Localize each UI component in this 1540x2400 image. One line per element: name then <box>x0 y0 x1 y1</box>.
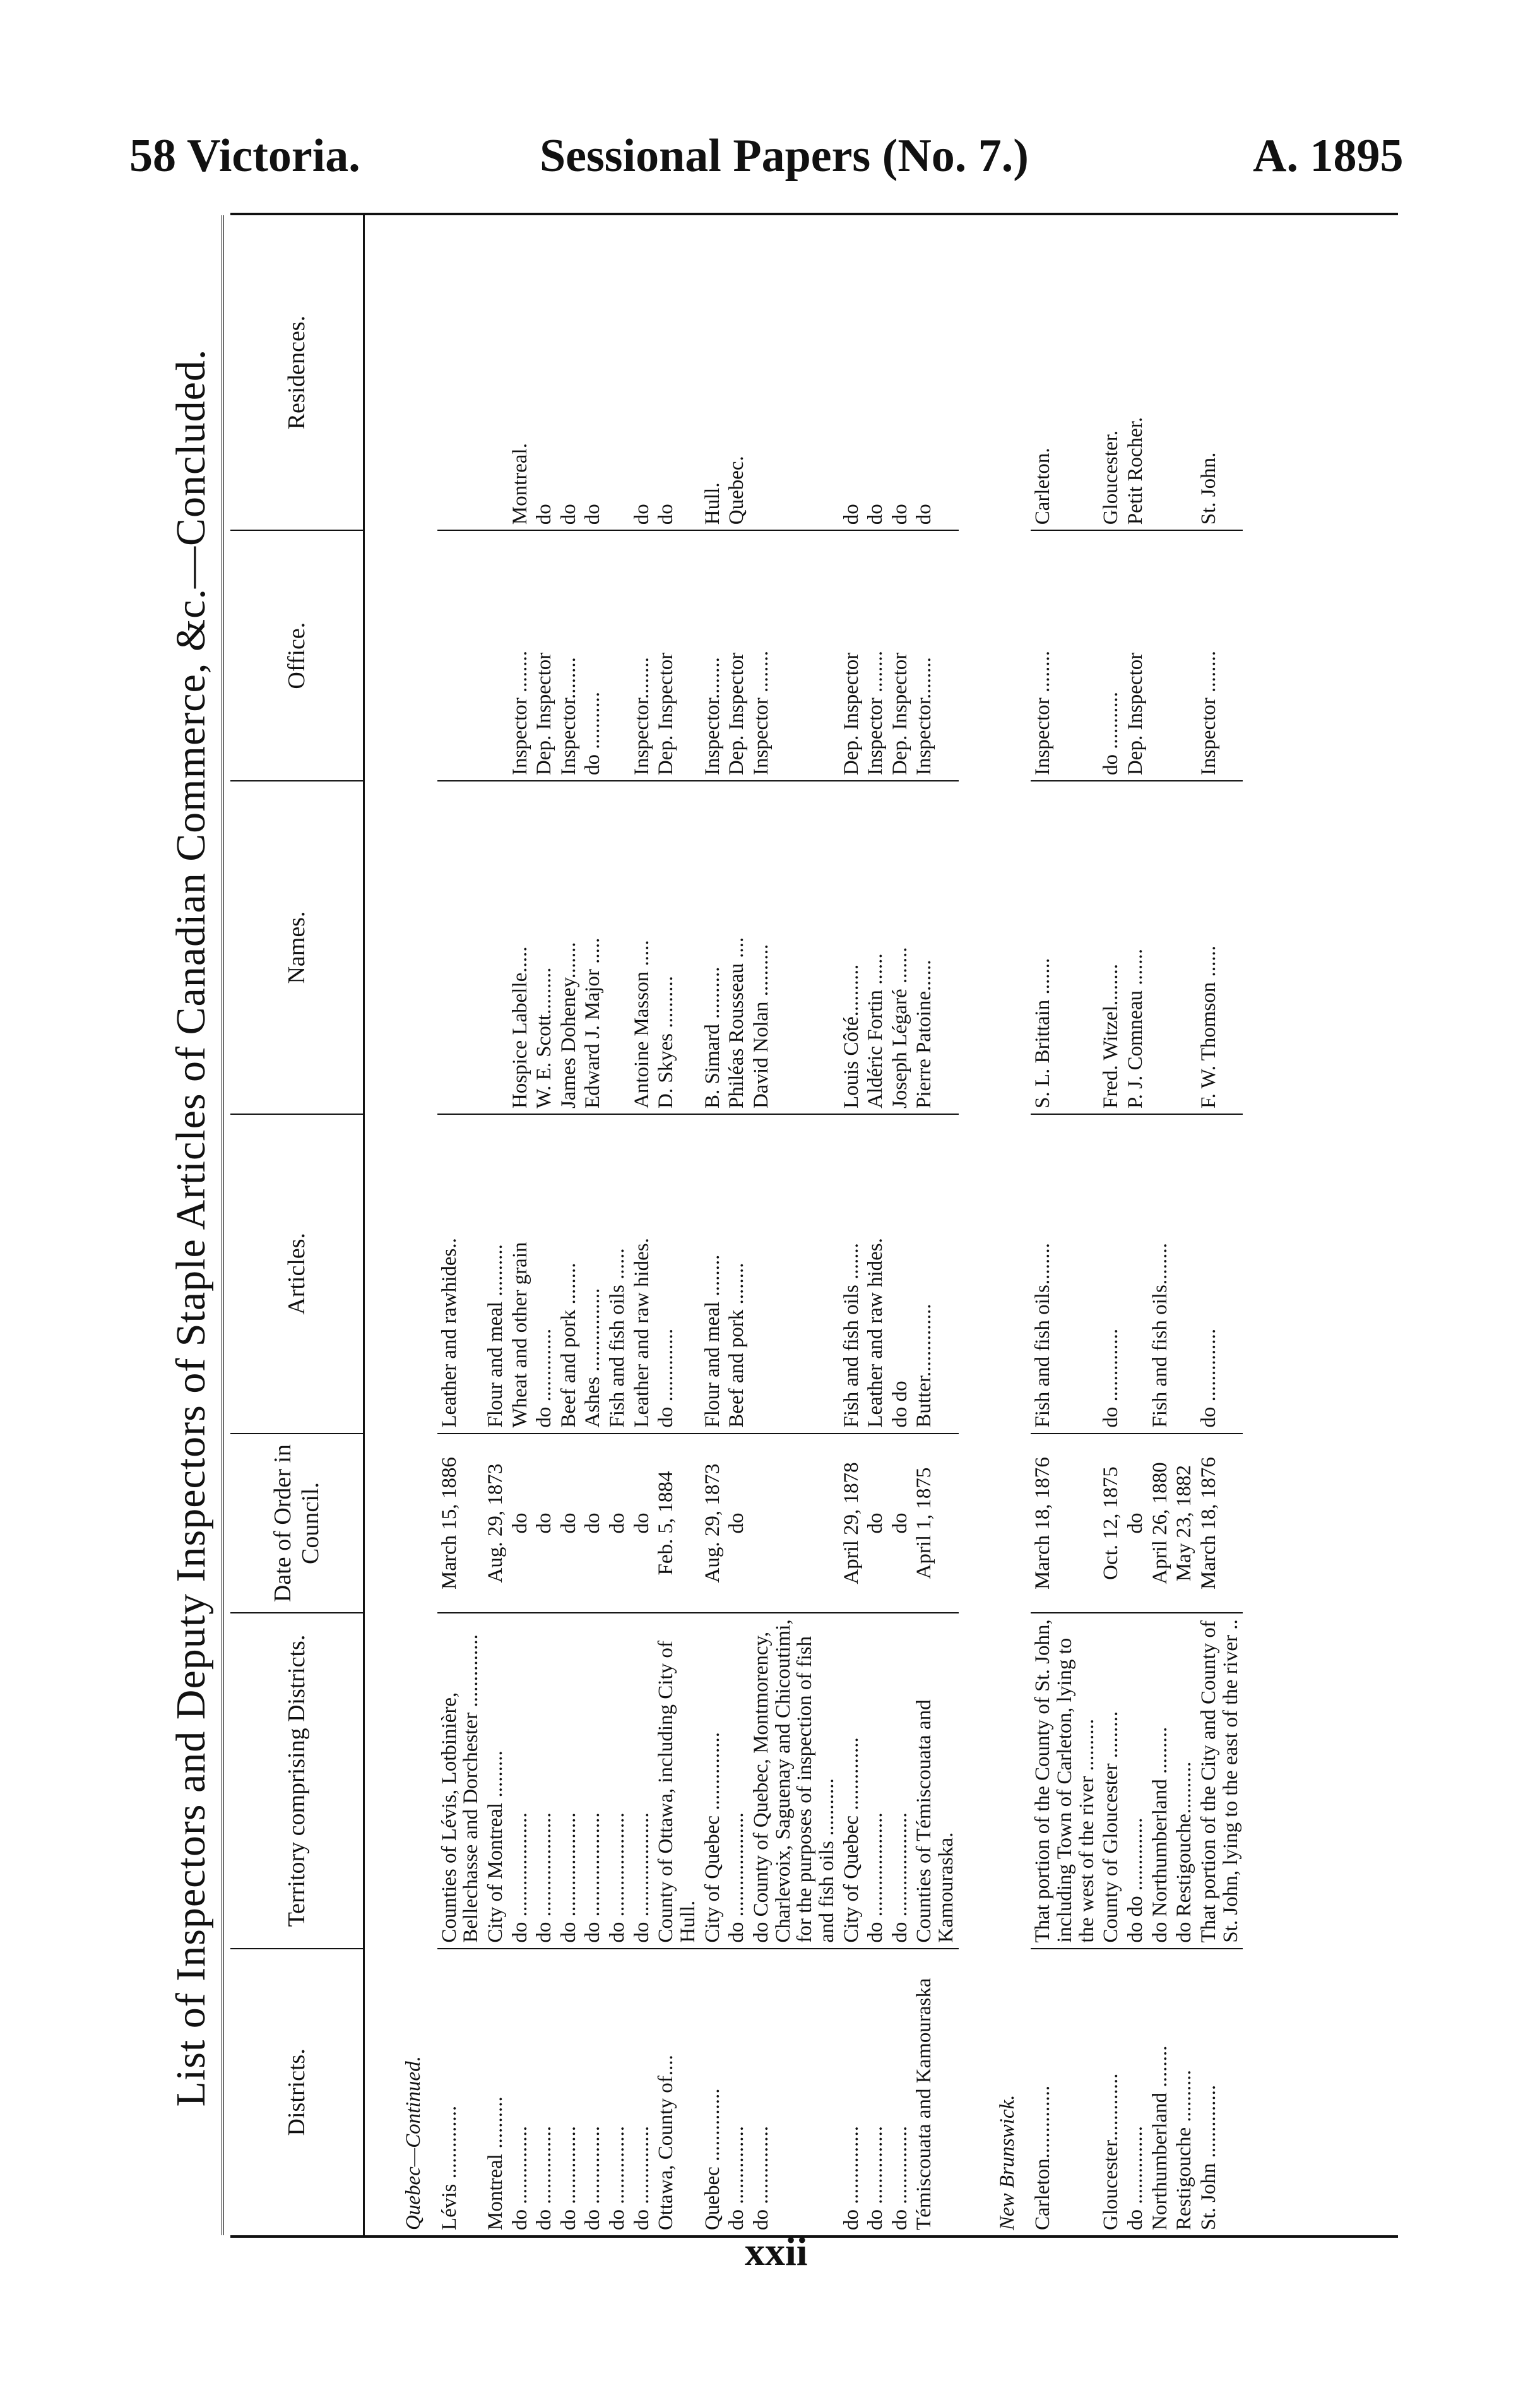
territory-cell: City of Montreal ......... <box>483 1613 508 1948</box>
office-cell <box>1148 530 1173 781</box>
district-cell: do ............... <box>864 2126 887 2230</box>
territory-cell: County of Gloucester ......... <box>1099 1613 1123 1948</box>
col-header-districts: Districts. <box>230 1949 364 2235</box>
date-cell: Feb. 5, 1884 <box>654 1434 700 1613</box>
residence-cell <box>749 215 839 530</box>
residence-cell: do <box>863 215 888 530</box>
articles-cell: Fish and fish oils ....... <box>839 1114 864 1434</box>
articles-cell: Leather and rawhides.. <box>437 1114 483 1434</box>
articles-cell: do .............. <box>654 1114 700 1434</box>
table-header-row <box>230 215 364 2235</box>
date-cell: do <box>725 1434 749 1613</box>
name-cell: F. W. Thomson ...... <box>1197 781 1243 1114</box>
office-cell: Inspector........ <box>701 530 725 781</box>
territory-cell: do .................... <box>557 1613 581 1948</box>
office-cell: Inspector ........ <box>749 530 839 781</box>
table-caption: List of Inspectors and Deputy Inspectors of Staple Articles of Canadian Commerce, &c.—Concluded. <box>168 348 214 2107</box>
name-cell: P. J. Comneau ....... <box>1123 781 1148 1114</box>
table-row <box>605 215 630 2235</box>
district-cell: do ............... <box>1123 2126 1147 2230</box>
articles-cell: do .............. <box>532 1114 557 1434</box>
articles-cell: do do <box>888 1114 913 1434</box>
office-cell <box>437 530 483 781</box>
office-cell: Inspector ........ <box>1031 530 1099 781</box>
residence-cell <box>1148 215 1173 530</box>
date-cell: do <box>888 1434 913 1613</box>
header-year: A. 1895 <box>1253 130 1404 182</box>
district-cell: Quebec .............. <box>701 2088 724 2230</box>
territory-cell: do .................... <box>581 1613 605 1948</box>
name-cell: S. L. Brittain ....... <box>1031 781 1099 1114</box>
name-cell: Joseph Légaré ....... <box>888 781 913 1114</box>
date-cell: do <box>630 1434 654 1613</box>
territory-cell: Counties of Témiscouata and Kamouraska. <box>912 1613 958 1948</box>
table-row <box>581 215 605 2235</box>
name-cell <box>437 781 483 1114</box>
name-cell <box>483 781 508 1114</box>
territory-cell: do County of Quebec, Montmorency, Charlevoix, Saguenay and Chicoutimi, for the purposes of inspection of fish and fish oils ........... <box>749 1613 839 1948</box>
district-cell: Gloucester............. <box>1099 2073 1123 2230</box>
date-cell: May 23, 1882 <box>1172 1434 1197 1613</box>
col-header-territory: Territory comprising Districts. <box>230 1613 364 1948</box>
name-cell: B. Simard .......... <box>701 781 725 1114</box>
name-cell: Louis Côté.......... <box>839 781 864 1114</box>
office-cell: Inspector........ <box>630 530 654 781</box>
table-row <box>508 215 533 2235</box>
territory-cell: do .................... <box>532 1613 557 1948</box>
office-cell: Inspector ........ <box>1197 530 1243 781</box>
col-header-date: Date of Order in Council. <box>230 1434 364 1613</box>
table-row <box>1172 215 1197 2235</box>
date-cell: April 1, 1875 <box>912 1434 958 1613</box>
office-cell: do ........... <box>581 530 605 781</box>
section-heading-row <box>959 215 1031 2235</box>
district-cell: do ............... <box>508 2126 531 2230</box>
district-cell: do ............... <box>606 2126 629 2230</box>
table-row <box>1123 215 1148 2235</box>
district-cell: do ............... <box>749 2126 773 2230</box>
territory-cell: do .................... <box>888 1613 913 1948</box>
residence-cell: do <box>581 215 605 530</box>
residence-cell: do <box>888 215 913 530</box>
date-cell <box>749 1434 839 1613</box>
date-cell: April 26, 1880 <box>1148 1434 1173 1613</box>
articles-cell: Fish and fish oils........ <box>1148 1114 1173 1434</box>
residence-cell: Carleton. <box>1031 215 1099 530</box>
name-cell: David Nolan .......... <box>749 781 839 1114</box>
date-cell: Oct. 12, 1875 <box>1099 1434 1123 1613</box>
articles-cell: Flour and meal .......... <box>483 1114 508 1434</box>
residence-cell: Petit Rocher. <box>1123 215 1148 530</box>
district-cell: Northumberland ........ <box>1148 2045 1171 2230</box>
date-cell: April 29, 1878 <box>839 1434 864 1613</box>
page-number: xxii <box>745 2229 808 2274</box>
articles-cell <box>1172 1114 1197 1434</box>
territory-cell: That portion of the County of St. John, including Town of Carleton, lying to the west of the river .......... <box>1031 1613 1099 1948</box>
residence-cell: do <box>630 215 654 530</box>
table-row <box>839 215 864 2235</box>
name-cell: W. E. Scott......... <box>532 781 557 1114</box>
articles-cell: do .............. <box>1197 1114 1243 1434</box>
articles-cell: Leather and raw hides. <box>630 1114 654 1434</box>
district-cell: do ............... <box>581 2126 605 2230</box>
territory-cell: do .................... <box>508 1613 533 1948</box>
territory-cell: do .................... <box>605 1613 630 1948</box>
date-cell: Aug. 29, 1873 <box>483 1434 508 1613</box>
table-row <box>557 215 581 2235</box>
table-row <box>654 215 700 2235</box>
table-body <box>364 215 1243 2235</box>
name-cell: Hospice Labelle..... <box>508 781 533 1114</box>
table-row <box>749 215 839 2235</box>
district-cell: do ............... <box>533 2126 556 2230</box>
office-cell: Dep. Inspector <box>888 530 913 781</box>
table-frame <box>230 213 1398 2238</box>
residence-cell: do <box>654 215 700 530</box>
table-row <box>725 215 749 2235</box>
articles-cell <box>749 1114 839 1434</box>
table-row <box>1099 215 1123 2235</box>
date-cell: do <box>557 1434 581 1613</box>
table-row <box>1148 215 1173 2235</box>
district-cell: do ............... <box>630 2126 653 2230</box>
rotated-table-region <box>167 218 1398 2238</box>
territory-cell: do .................... <box>863 1613 888 1948</box>
office-cell <box>483 530 508 781</box>
district-cell: Restigouche .......... <box>1173 2070 1196 2230</box>
district-cell: do ............... <box>888 2126 911 2230</box>
table-row <box>701 215 725 2235</box>
office-cell: do ........... <box>1099 530 1123 781</box>
date-cell: do <box>508 1434 533 1613</box>
district-cell: Lévis .............. <box>437 2105 461 2230</box>
territory-cell: County of Ottawa, including City of Hull. <box>654 1613 700 1948</box>
table-row <box>483 215 508 2235</box>
name-cell: Antoine Masson ..... <box>630 781 654 1114</box>
name-cell: Pierre Patoine...... <box>912 781 958 1114</box>
territory-cell: Counties of Lévis, Lotbinière, Bellechasse and Dorchester .............. <box>437 1613 483 1948</box>
date-cell: Aug. 29, 1873 <box>701 1434 725 1613</box>
residence-cell: Montreal. <box>508 215 533 530</box>
date-cell: do <box>581 1434 605 1613</box>
col-header-names: Names. <box>230 781 364 1114</box>
office-cell: Dep. Inspector <box>532 530 557 781</box>
residence-cell <box>483 215 508 530</box>
header-papers: Sessional Papers (No. 7.) <box>540 130 1029 182</box>
inspectors-table <box>230 215 1243 2235</box>
name-cell: Fred. Witzel........ <box>1099 781 1123 1114</box>
residence-cell: Gloucester. <box>1099 215 1123 530</box>
residence-cell: do <box>912 215 958 530</box>
articles-cell: Beef and pork ........ <box>725 1114 749 1434</box>
name-cell: D. Skyes .......... <box>654 781 700 1114</box>
articles-cell <box>1123 1114 1148 1434</box>
articles-cell: Ashes ................ <box>581 1114 605 1434</box>
territory-cell: do Northumberland ......... <box>1148 1613 1173 1948</box>
articles-cell: Leather and raw hides. <box>863 1114 888 1434</box>
office-cell <box>1172 530 1197 781</box>
articles-cell: Flour and meal ........ <box>701 1114 725 1434</box>
territory-cell: That portion of the City and County of St. John, lying to the east of the river .. <box>1197 1613 1243 1948</box>
territory-cell: City of Quebec .............. <box>839 1613 864 1948</box>
name-cell <box>605 781 630 1114</box>
table-row <box>437 215 483 2235</box>
residence-cell <box>605 215 630 530</box>
name-cell: Philéas Rousseau .... <box>725 781 749 1114</box>
table-row <box>1031 215 1099 2235</box>
district-cell: do ............... <box>839 2126 863 2230</box>
residence-cell: St. John. <box>1197 215 1243 530</box>
date-cell: do <box>532 1434 557 1613</box>
articles-cell: Beef and pork ........ <box>557 1114 581 1434</box>
name-cell <box>1148 781 1173 1114</box>
date-cell: March 15, 1886 <box>437 1434 483 1613</box>
district-cell: Témiscouata and Kamouraska <box>913 1978 936 2230</box>
district-cell: Montreal .......... <box>483 2096 507 2230</box>
district-cell: St. John .............. <box>1197 2084 1220 2230</box>
office-cell: Inspector ........ <box>508 530 533 781</box>
office-cell: Inspector........ <box>912 530 958 781</box>
date-cell: do <box>863 1434 888 1613</box>
office-cell: Dep. Inspector <box>654 530 700 781</box>
residence-cell <box>1172 215 1197 530</box>
date-cell: do <box>605 1434 630 1613</box>
table-row <box>630 215 654 2235</box>
section-heading-row <box>364 215 437 2235</box>
name-cell: James Doheney....... <box>557 781 581 1114</box>
date-cell: March 18, 1876 <box>1197 1434 1243 1613</box>
residence-cell <box>437 215 483 530</box>
name-cell: Aldéric Fortin ...... <box>863 781 888 1114</box>
col-header-residences: Residences. <box>230 215 364 530</box>
residence-cell: do <box>532 215 557 530</box>
articles-cell: Fish and fish oils ...... <box>605 1114 630 1434</box>
residence-cell: do <box>557 215 581 530</box>
table-row <box>863 215 888 2235</box>
office-cell: Dep. Inspector <box>725 530 749 781</box>
territory-cell: do .................... <box>725 1613 749 1948</box>
table-row <box>888 215 913 2235</box>
articles-cell: Butter.............. <box>912 1114 958 1434</box>
table-row <box>1197 215 1243 2235</box>
territory-cell: City of Quebec ............... <box>701 1613 725 1948</box>
district-cell: Ottawa, County of.... <box>654 2055 678 2230</box>
articles-cell: Fish and fish oils........ <box>1031 1114 1099 1434</box>
table-top-rule <box>222 215 224 2235</box>
office-cell: Inspector ........ <box>863 530 888 781</box>
table-row <box>532 215 557 2235</box>
residence-cell: Hull. <box>701 215 725 530</box>
table-row <box>912 215 958 2235</box>
office-cell: Dep. Inspector <box>839 530 864 781</box>
district-cell: do ............... <box>725 2126 749 2230</box>
territory-cell: do .................... <box>630 1613 654 1948</box>
name-cell <box>1172 781 1197 1114</box>
territory-cell: do do .............. <box>1123 1613 1148 1948</box>
office-cell: Dep. Inspector <box>1123 530 1148 781</box>
territory-cell: do Restigouche.......... <box>1172 1613 1197 1948</box>
residence-cell: Quebec. <box>725 215 749 530</box>
district-cell: Carleton.............. <box>1031 2085 1055 2230</box>
name-cell: Edward J. Major ..... <box>581 781 605 1114</box>
col-header-office: Office. <box>230 530 364 781</box>
articles-cell: do .............. <box>1099 1114 1123 1434</box>
residence-cell: do <box>839 215 864 530</box>
office-cell <box>605 530 630 781</box>
articles-cell: Wheat and other grain <box>508 1114 533 1434</box>
col-header-articles: Articles. <box>230 1114 364 1434</box>
header-session: 58 Victoria. <box>129 130 360 182</box>
section-title: New Brunswick. <box>995 2094 1019 2230</box>
district-cell: do ............... <box>557 2126 580 2230</box>
date-cell: do <box>1123 1434 1148 1613</box>
date-cell: March 18, 1876 <box>1031 1434 1099 1613</box>
office-cell: Inspector........ <box>557 530 581 781</box>
section-title: Quebec—Continued. <box>402 2056 425 2230</box>
